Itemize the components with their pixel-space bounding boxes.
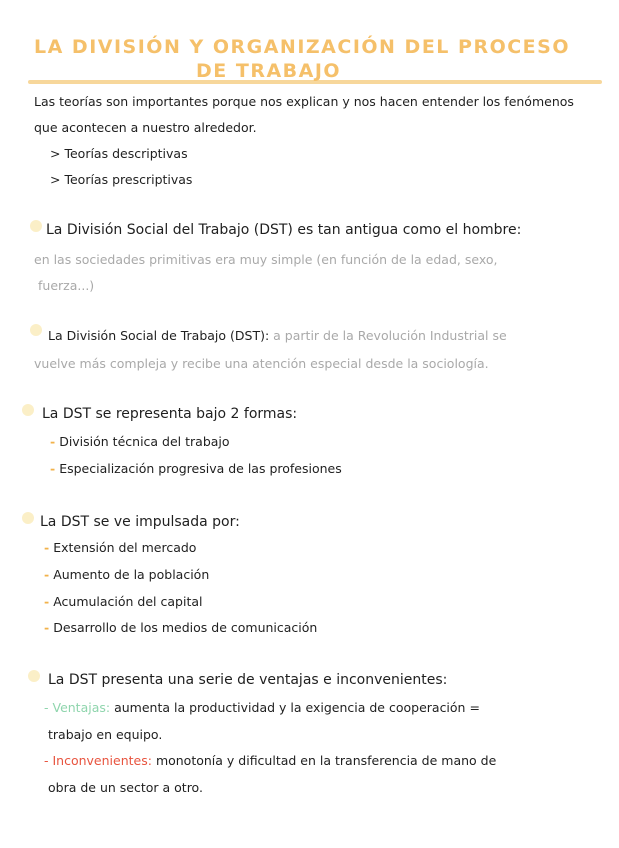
- section4-list-item: [44, 594, 202, 610]
- section4-item-label: Acumulación del capital: [53, 594, 203, 609]
- inconvenientes-text: monotonía y dificultad en la transferencia de mano de: [155, 753, 497, 768]
- section3-heading: La DST se representa bajo 2 formas:: [42, 406, 298, 422]
- dot-bullet-icon: [22, 512, 34, 524]
- chevron-bullet-icon: >: [50, 172, 61, 187]
- dot-bullet-icon: [30, 220, 42, 232]
- dash-bullet-icon: -: [44, 567, 50, 582]
- section5-heading: La DST presenta una serie de ventajas e inconvenientes:: [48, 672, 448, 688]
- section3-item-label: Especialización progresiva de las profesiones: [59, 461, 342, 476]
- dash-bullet-icon: -: [44, 620, 50, 635]
- section3-item-label: División técnica del trabajo: [59, 434, 230, 449]
- section4-item-label: Extensión del mercado: [53, 540, 197, 555]
- section2-heading-line: [48, 328, 507, 344]
- intro-line-2: que acontecen a nuestro alrededor.: [34, 120, 257, 135]
- ventajas-label: - Ventajas:: [44, 700, 111, 715]
- dot-bullet-icon: [30, 324, 42, 336]
- ventajas-text: aumenta la productividad y la exigencia de cooperación =: [114, 700, 480, 715]
- section4-list-item: [44, 567, 209, 583]
- dash-bullet-icon: -: [50, 461, 56, 476]
- title-line-2: DE TRABAJO: [196, 60, 342, 82]
- section4-item-label: Desarrollo de los medios de comunicación: [53, 620, 318, 635]
- intro-line-1: Las teorías son importantes porque nos explican y nos hacen entender los fenómenos: [34, 94, 574, 109]
- intro-list-item: [50, 146, 188, 162]
- ventajas-line: [44, 700, 480, 716]
- section4-item-label: Aumento de la población: [53, 567, 210, 582]
- inconvenientes-line-2: obra de un sector a otro.: [48, 780, 203, 795]
- dot-bullet-icon: [22, 404, 34, 416]
- section4-list-item: [44, 540, 196, 556]
- dot-bullet-icon: [28, 670, 40, 682]
- section4-heading: La DST se ve impulsada por:: [40, 514, 240, 530]
- section3-list-item: [50, 461, 342, 477]
- inconvenientes-line: [44, 753, 496, 769]
- section2-heading: La División Social de Trabajo (DST):: [48, 328, 270, 343]
- dash-bullet-icon: -: [50, 434, 56, 449]
- intro-item-label: Teorías prescriptivas: [64, 172, 193, 187]
- intro-list-item: [50, 172, 192, 188]
- section4-list-item: [44, 620, 317, 636]
- section1-line-3: fuerza...): [38, 278, 95, 293]
- section1-line-2: en las sociedades primitivas era muy simple (en función de la edad, sexo,: [34, 252, 498, 267]
- chevron-bullet-icon: >: [50, 146, 61, 161]
- section1-heading: La División Social del Trabajo (DST) es tan antigua como el hombre:: [46, 222, 522, 238]
- dash-bullet-icon: -: [44, 594, 50, 609]
- dash-bullet-icon: -: [44, 540, 50, 555]
- section2-heading-rest: a partir de la Revolución Industrial se: [273, 328, 507, 343]
- ventajas-line-2: trabajo en equipo.: [48, 727, 163, 742]
- section3-list-item: [50, 434, 230, 450]
- section2-line-2: vuelve más compleja y recibe una atención especial desde la sociología.: [34, 356, 489, 371]
- title-line-1: LA DIVISIÓN Y ORGANIZACIÓN DEL PROCESO: [34, 36, 570, 58]
- intro-item-label: Teorías descriptivas: [64, 146, 188, 161]
- inconvenientes-label: - Inconvenientes:: [44, 753, 152, 768]
